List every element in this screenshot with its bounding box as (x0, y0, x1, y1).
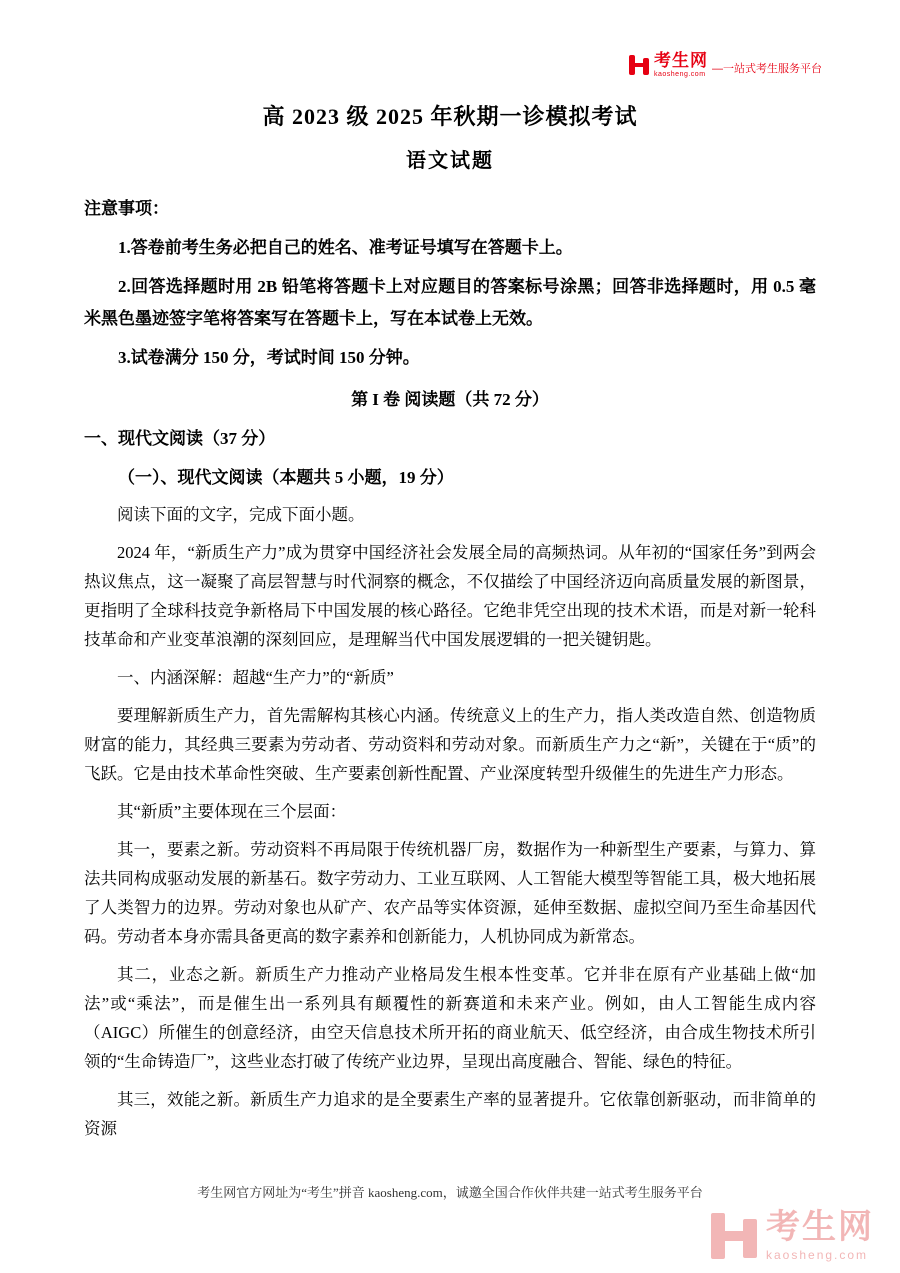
exam-title: 高 2023 级 2025 年秋期一诊模拟考试 (262, 104, 638, 129)
watermark-domain: kaosheng.com (766, 1248, 869, 1262)
logo-text-stack (654, 52, 708, 78)
footer-note: 考生网官方网址为“考生”拼音 kaosheng.com，诚邀全国合作伙伴共建一站式考生服务平台 (197, 1185, 703, 1200)
notice-heading: 注意事项： (84, 199, 169, 218)
section-heading: 一、现代文阅读（37 分） (84, 429, 276, 448)
body-paragraph: 其“新质”主要体现在三个层面： (117, 802, 347, 821)
logo-crossbar (629, 63, 649, 67)
volume-heading: 第 I 卷 阅读题（共 72 分） (351, 390, 549, 409)
brand-name: 考生网 (654, 51, 708, 70)
body-paragraph: 其二，业态之新。新质生产力推动产业格局发生根本性变革。它并非在原有产业基础上做“加法”或“乘法”，而是催生出一系列具有颠覆性的新赛道和未来产业。例如，由人工智能生成内容（AIGC）所催生的创意经济，由空天信息技术所开拓的商业航天、低空经济，由合成生物技术所引领的“生命铸造厂”，这些业态打破了传统产业边界，呈现出高度融合、智能、绿色的特征。 (84, 965, 816, 1071)
body-paragraph: 其一，要素之新。劳动资料不再局限于传统机器厂房，数据作为一种新型生产要素，与算力、算法共同构成驱动发展的新基石。数字劳动力、工业互联网、人工智能大模型等智能工具，极大地拓展了人类智力的边界。劳动对象也从矿产、农产品等实体资源，延伸至数据、虚拟空间乃至生命基因代码。劳动者本身亦需具备更高的数字素养和创新能力，人机协同成为新常态。 (84, 840, 816, 946)
body-paragraph: 一、内涵深解：超越“生产力”的“新质” (117, 668, 394, 687)
kaosheng-watermark-icon (711, 1213, 757, 1259)
watermark-brand: 考生网 (766, 1208, 874, 1246)
watermark-crossbar (711, 1231, 757, 1241)
notice-item-2: 2.回答选择题时用 2B 铅笔将答题卡上对应题目的答案标号涂黑；回答非选择题时，用 0.5 毫米黑色墨迹签字笔将答案写在答题卡上，写在本试卷上无效。 (84, 277, 816, 328)
kaosheng-logo-icon (629, 55, 649, 75)
brand-tagline: —一站式考生服务平台 (712, 63, 822, 75)
reading-intro: 阅读下面的文字，完成下面小题。 (117, 505, 365, 524)
notice-item-3: 3.试卷满分 150 分，考试时间 150 分钟。 (118, 348, 420, 367)
kaosheng-header-logo (629, 52, 822, 78)
body-paragraph: 其三，效能之新。新质生产力追求的是全要素生产率的显著提升。它依靠创新驱动，而非简单的资源 (84, 1090, 816, 1138)
subsection-heading: （一）、现代文阅读（本题共 5 小题，19 分） (118, 468, 454, 487)
brand-domain: kaosheng.com (654, 71, 706, 78)
body-paragraph: 要理解新质生产力，首先需解构其核心内涵。传统意义上的生产力，指人类改造自然、创造物质财富的能力，其经典三要素为劳动者、劳动资料和劳动对象。而新质生产力之“新”，关键在于“质”的飞跃。它是由技术革命性突破、生产要素创新性配置、产业深度转型升级催生的先进生产力形态。 (84, 706, 816, 783)
watermark-text-stack (766, 1210, 874, 1261)
body-paragraph: 2024 年，“新质生产力”成为贯穿中国经济社会发展全局的高频热词。从年初的“国家任务”到两会热议焦点，这一凝聚了高层智慧与时代洞察的概念，不仅描绘了中国经济迈向高质量发展的新图景，更指明了全球科技竞争新格局下中国发展的核心路径。它绝非凭空出现的技术术语，而是对新一轮科技革命和产业变革浪潮的深刻回应，是理解当代中国发展逻辑的一把关键钥匙。 (84, 543, 816, 649)
notice-item-1: 1.答卷前考生务必把自己的姓名、准考证号填写在答题卡上。 (118, 238, 573, 257)
document-body (84, 193, 816, 1143)
subject-title: 语文试题 (406, 150, 494, 172)
kaosheng-watermark (711, 1210, 874, 1261)
